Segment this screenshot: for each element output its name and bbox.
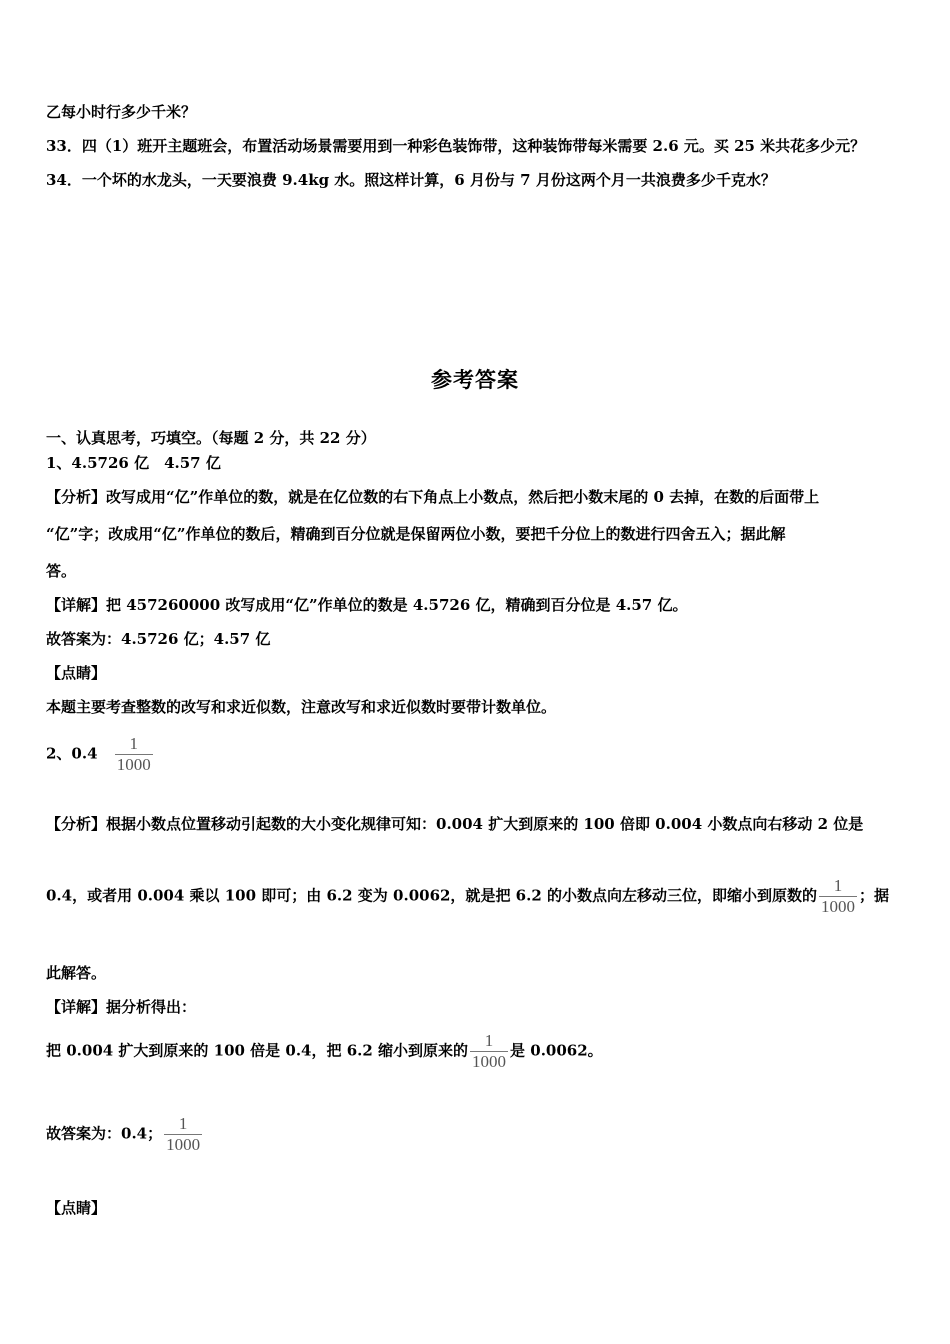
answer-2-detail-pre: 把 0.004 扩大到原来的 100 倍是 0.4，把 6.2 缩小到原来的	[46, 1041, 469, 1060]
answer-2-detail-label: 【详解】据分析得出：	[46, 998, 197, 1016]
answer-2	[46, 734, 155, 775]
fraction-denominator: 1000	[472, 1052, 507, 1071]
answer-2-detail-post: 是 0.0062。	[510, 1041, 603, 1060]
section-1-heading: 一、认真思考，巧填空。（每题 2 分，共 22 分）	[46, 429, 376, 447]
fraction-denominator: 1000	[116, 755, 151, 774]
answer-key-title: 参考答案	[431, 367, 519, 392]
answer-2-analysis-tail: ；据	[858, 886, 889, 905]
answer-1-analysis-line-2: “亿”字；改成用“亿”作单位的数后，精确到百分位就是保留两位小数，要把千分位上的数进行四舍五入；据此解	[46, 525, 786, 543]
fraction	[819, 876, 857, 917]
fraction-numerator: 1	[178, 1114, 188, 1133]
answer-1-detail: 【详解】把 457260000 改写成用“亿”作单位的数是 4.5726 亿，精确到百分位是 4.57 亿。	[46, 596, 688, 614]
answer-2-comment-label: 【点睛】	[46, 1199, 107, 1217]
answer-1-comment: 本题主要考查整数的改写和求近似数，注意改写和求近似数时要带计数单位。	[46, 698, 557, 716]
fraction	[470, 1031, 508, 1072]
answer-1-analysis-line-3: 答。	[46, 562, 77, 580]
fraction	[164, 1114, 202, 1155]
fraction-denominator: 1000	[820, 897, 855, 916]
answer-2-conclusion	[46, 1114, 204, 1155]
answer-1-conclusion: 故答案为：4.5726 亿；4.57 亿	[46, 630, 271, 648]
question-34: 34．一个坏的水龙头，一天要浪费 9.4kg 水。照这样计算，6 月份与 7 月份这两个月一共浪费多少千克水？	[46, 171, 776, 189]
answer-2-analysis-line-3: 此解答。	[46, 964, 107, 982]
answer-2-conclusion-pre: 故答案为：0.4；	[46, 1124, 163, 1143]
answer-1: 1、4.5726 亿 4.57 亿	[46, 454, 221, 472]
answer-1-analysis-line-1: 【分析】改写成用“亿”作单位的数，就是在亿位数的右下角点上小数点，然后把小数末尾的 0 去掉，在数的后面带上	[46, 488, 820, 506]
fraction	[115, 734, 153, 775]
answer-2-detail	[46, 1031, 603, 1072]
question-32-tail: 乙每小时行多少千米？	[46, 103, 197, 121]
answer-2-prefix: 2、0.4	[46, 744, 98, 763]
fraction-numerator: 1	[484, 1031, 494, 1050]
fraction-denominator: 1000	[166, 1135, 201, 1154]
answer-2-analysis-line-1: 【分析】根据小数点位置移动引起数的大小变化规律可知：0.004 扩大到原来的 100 倍即 0.004 小数点向右移动 2 位是	[46, 815, 864, 833]
answer-2-analysis-line-2	[46, 876, 889, 917]
answer-2-analysis-text: 0.4，或者用 0.004 乘以 100 即可；由 6.2 变为 0.0062，就是把 6.2 的小数点向左移动三位，即缩小到原数的	[46, 886, 817, 905]
fraction-numerator: 1	[833, 876, 843, 895]
answer-1-comment-label: 【点睛】	[46, 664, 107, 682]
fraction-numerator: 1	[129, 734, 139, 753]
question-33: 33．四（1）班开主题班会，布置活动场景需要用到一种彩色装饰带，这种装饰带每米需要 2.6 元。买 25 米共花多少元？	[46, 137, 866, 155]
